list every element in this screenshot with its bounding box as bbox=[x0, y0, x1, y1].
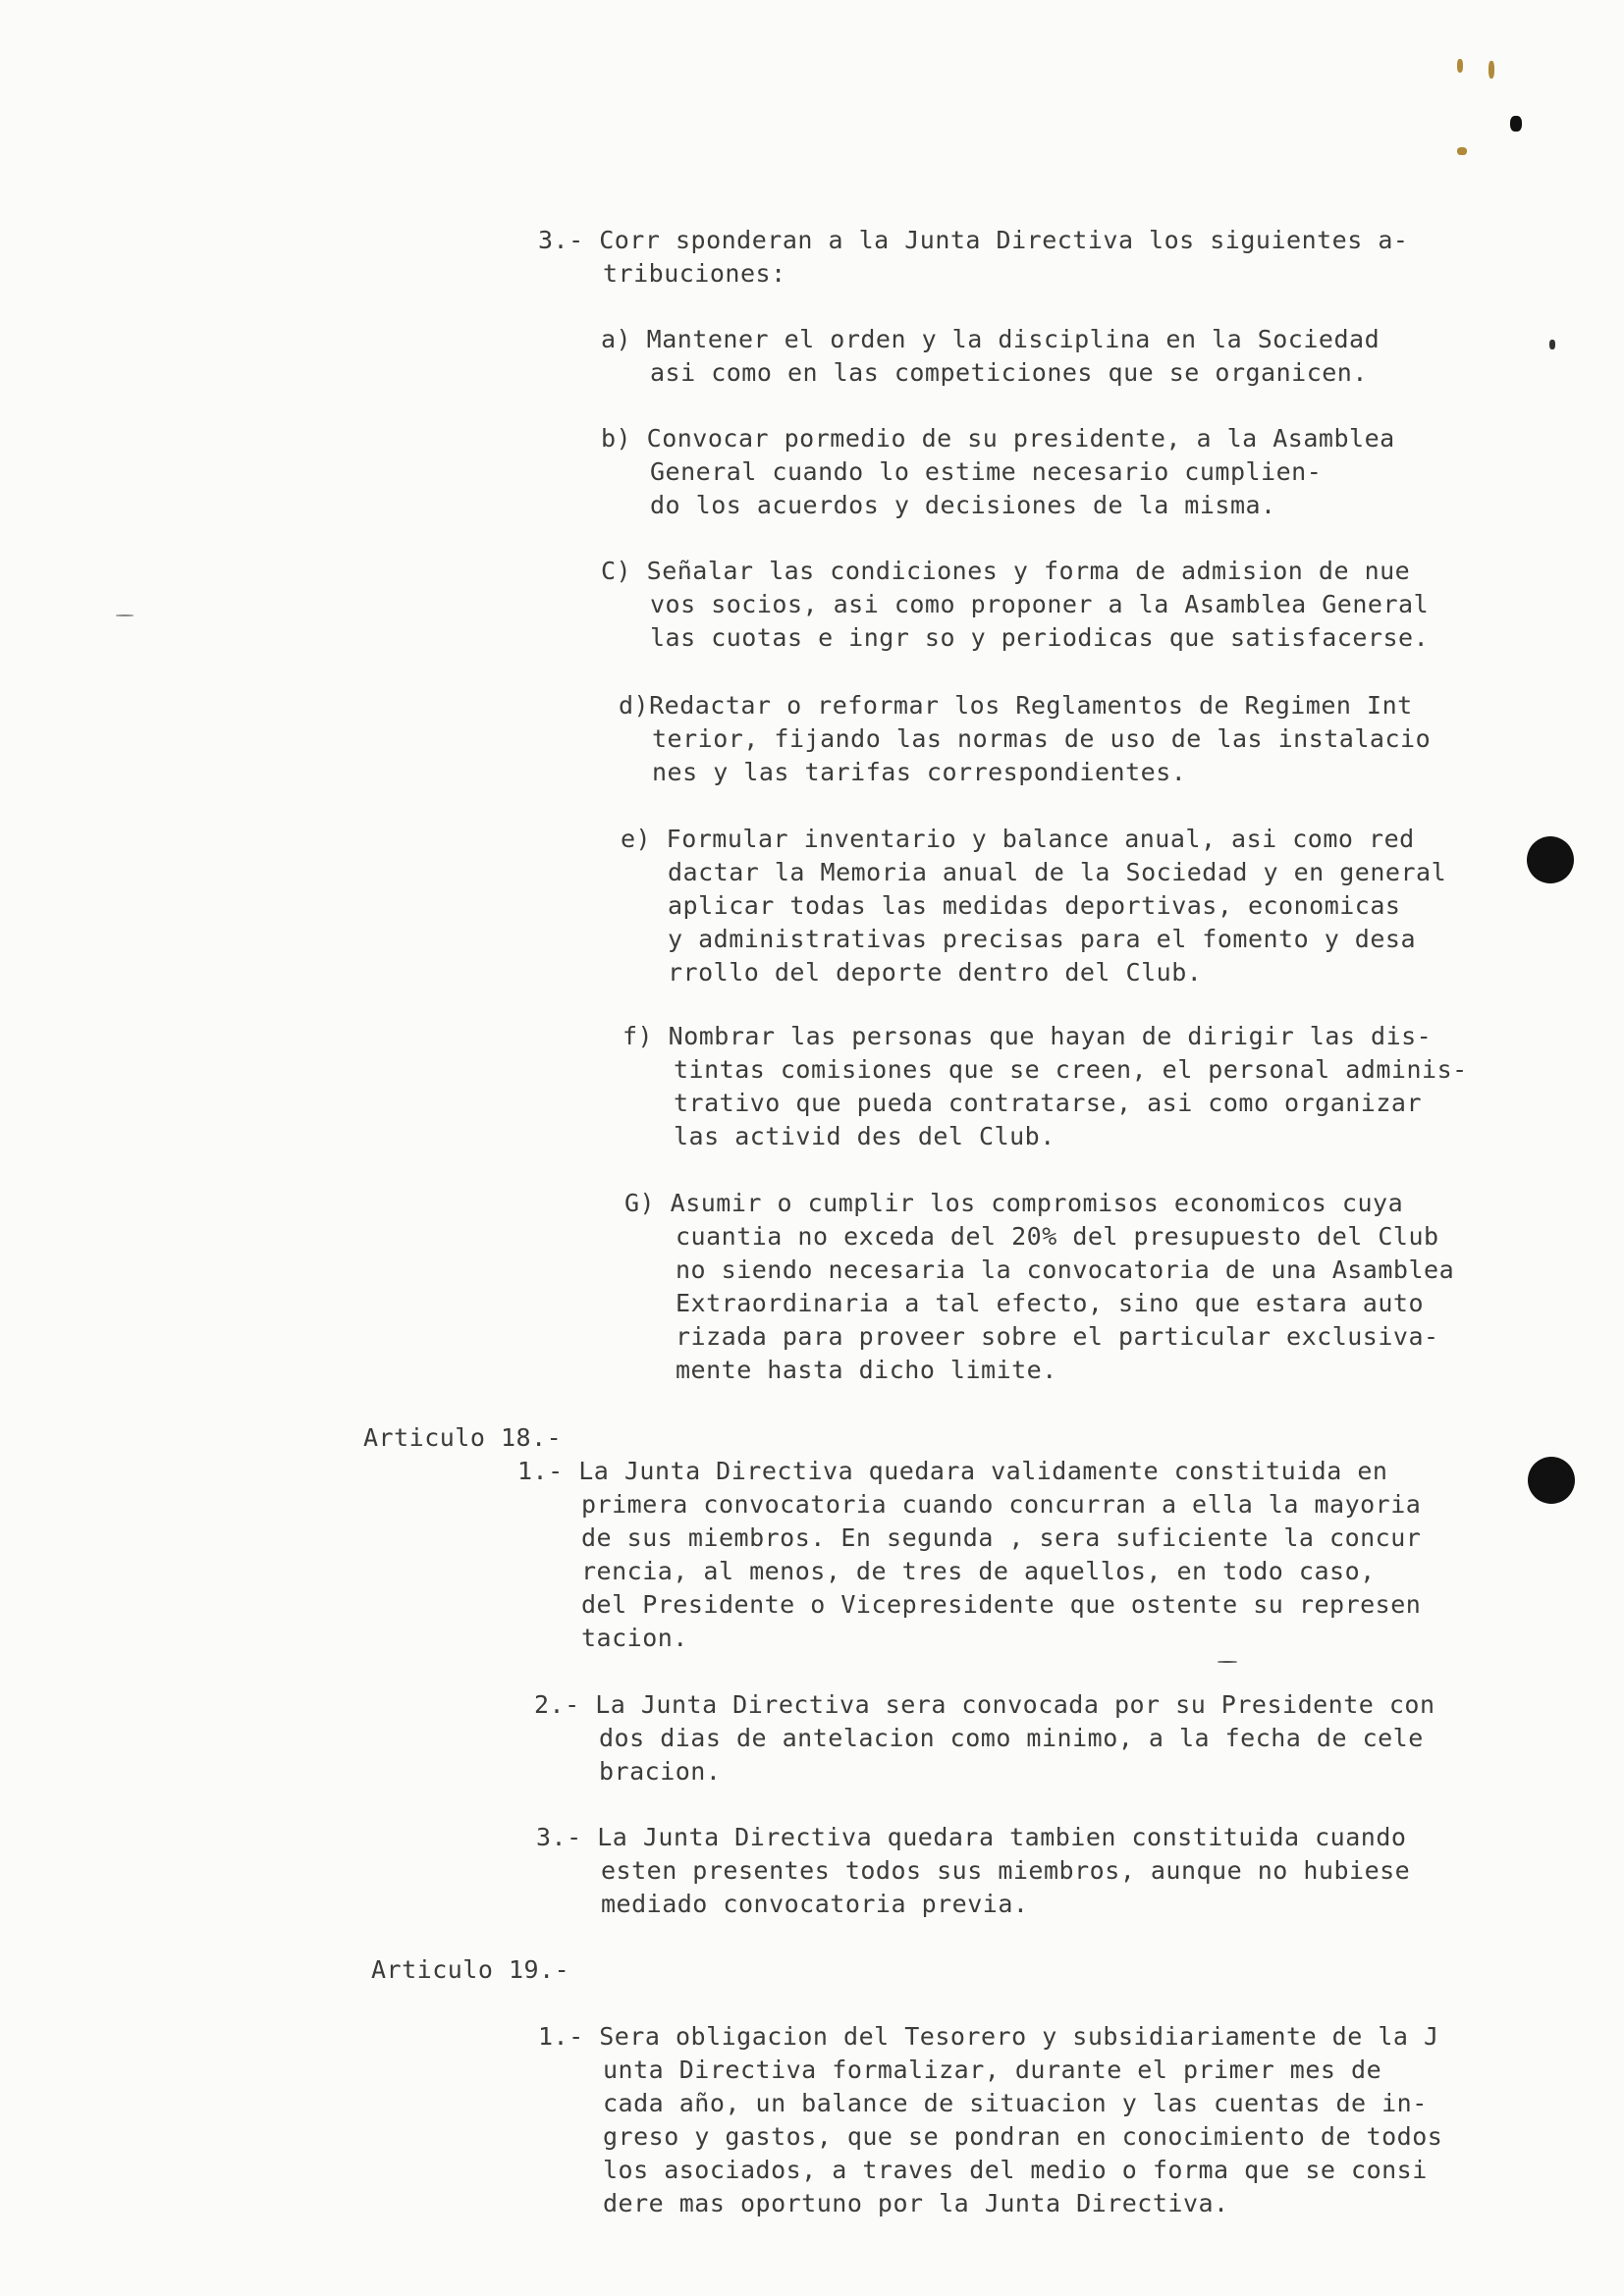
text-line: tribuciones: bbox=[603, 259, 786, 288]
text-line: C) Señalar las condiciones y forma de admision de nue bbox=[601, 557, 1411, 585]
text-line: 1.- Sera obligacion del Tesorero y subsidiariamente de la J bbox=[538, 2022, 1439, 2051]
text-line: del Presidente o Vicepresidente que ostente su represen bbox=[581, 1590, 1422, 1619]
text-line: cuantia no exceda del 20% del presupuesto del Club bbox=[676, 1222, 1439, 1251]
text-line: mediado convocatoria previa. bbox=[601, 1890, 1029, 1918]
ink-speck bbox=[1489, 61, 1494, 79]
text-line: do los acuerdos y decisiones de la misma. bbox=[650, 491, 1276, 519]
text-line: greso y gastos, que se pondran en conocimiento de todos bbox=[603, 2122, 1443, 2151]
text-line: los asociados, a traves del medio o forma que se consi bbox=[603, 2156, 1428, 2184]
text-line: a) Mantener el orden y la disciplina en la Sociedad bbox=[601, 325, 1380, 353]
text-line: cada año, un balance de situacion y las cuentas de in- bbox=[603, 2089, 1428, 2117]
punch-hole-mark bbox=[1528, 1457, 1575, 1504]
text-line: dos dias de antelacion como minimo, a la fecha de cele bbox=[599, 1724, 1424, 1752]
text-line: f) Nombrar las personas que hayan de dirigir las dis- bbox=[623, 1022, 1433, 1050]
text-line: aplicar todas las medidas deportivas, economicas bbox=[668, 891, 1401, 920]
punch-hole-mark bbox=[1527, 836, 1574, 883]
text-line: tintas comisiones que se creen, el personal adminis- bbox=[674, 1055, 1468, 1084]
text-line: de sus miembros. En segunda , sera suficiente la concur bbox=[581, 1523, 1422, 1552]
text-line: nes y las tarifas correspondientes. bbox=[652, 758, 1187, 786]
text-line: las cuotas e ingr so y periodicas que satisfacerse. bbox=[650, 623, 1430, 652]
text-line: asi como en las competiciones que se organicen. bbox=[650, 358, 1368, 387]
ink-speck bbox=[116, 614, 134, 616]
text-line: no siendo necesaria la convocatoria de una Asamblea bbox=[676, 1255, 1455, 1284]
text-line: rizada para proveer sobre el particular exclusiva- bbox=[676, 1322, 1439, 1351]
text-line: esten presentes todos sus miembros, aunque no hubiese bbox=[601, 1856, 1411, 1885]
text-line: e) Formular inventario y balance anual, asi como red bbox=[621, 825, 1415, 853]
text-line: unta Directiva formalizar, durante el primer mes de bbox=[603, 2056, 1382, 2084]
ink-speck bbox=[1510, 116, 1522, 132]
text-line: tacion. bbox=[581, 1624, 688, 1652]
text-line: rrollo del deporte dentro del Club. bbox=[668, 958, 1203, 987]
text-line: vos socios, asi como proponer a la Asamblea General bbox=[650, 590, 1430, 618]
text-line: trativo que pueda contratarse, asi como organizar bbox=[674, 1089, 1423, 1117]
text-line: rencia, al menos, de tres de aquellos, en todo caso, bbox=[581, 1557, 1376, 1585]
ink-speck bbox=[1549, 340, 1555, 349]
ink-speck bbox=[1218, 1661, 1237, 1663]
text-line: 1.- La Junta Directiva quedara validamente constituida en bbox=[517, 1457, 1388, 1485]
text-line: General cuando lo estime necesario cumplien- bbox=[650, 457, 1323, 486]
text-line: 2.- La Junta Directiva sera convocada por su Presidente con bbox=[534, 1690, 1435, 1719]
text-line: 3.- Corr sponderan a la Junta Directiva los siguientes a- bbox=[538, 226, 1409, 254]
text-line: y administrativas precisas para el fomento y desa bbox=[668, 925, 1417, 953]
text-line: bracion. bbox=[599, 1757, 722, 1786]
text-line: las activid des del Club. bbox=[674, 1122, 1056, 1150]
text-line: b) Convocar pormedio de su presidente, a la Asamblea bbox=[601, 424, 1395, 453]
text-line: d)Redactar o reformar los Reglamentos de Regimen Int bbox=[619, 691, 1413, 720]
text-line: dere mas oportuno por la Junta Directiva. bbox=[603, 2189, 1229, 2217]
text-line: G) Asumir o cumplir los compromisos economicos cuya bbox=[624, 1189, 1404, 1217]
text-line: primera convocatoria cuando concurran a ella la mayoria bbox=[581, 1490, 1422, 1519]
article-heading: Articulo 19.- bbox=[371, 1955, 570, 1984]
text-line: dactar la Memoria anual de la Sociedad y en general bbox=[668, 858, 1447, 886]
article-heading: Articulo 18.- bbox=[363, 1423, 563, 1452]
ink-speck bbox=[1457, 147, 1467, 155]
text-line: Extraordinaria a tal efecto, sino que estara auto bbox=[676, 1289, 1425, 1317]
ink-speck bbox=[1457, 59, 1463, 73]
text-line: mente hasta dicho limite. bbox=[676, 1356, 1057, 1384]
text-line: terior, fijando las normas de uso de las instalacio bbox=[652, 724, 1432, 753]
text-line: 3.- La Junta Directiva quedara tambien constituida cuando bbox=[536, 1823, 1407, 1851]
